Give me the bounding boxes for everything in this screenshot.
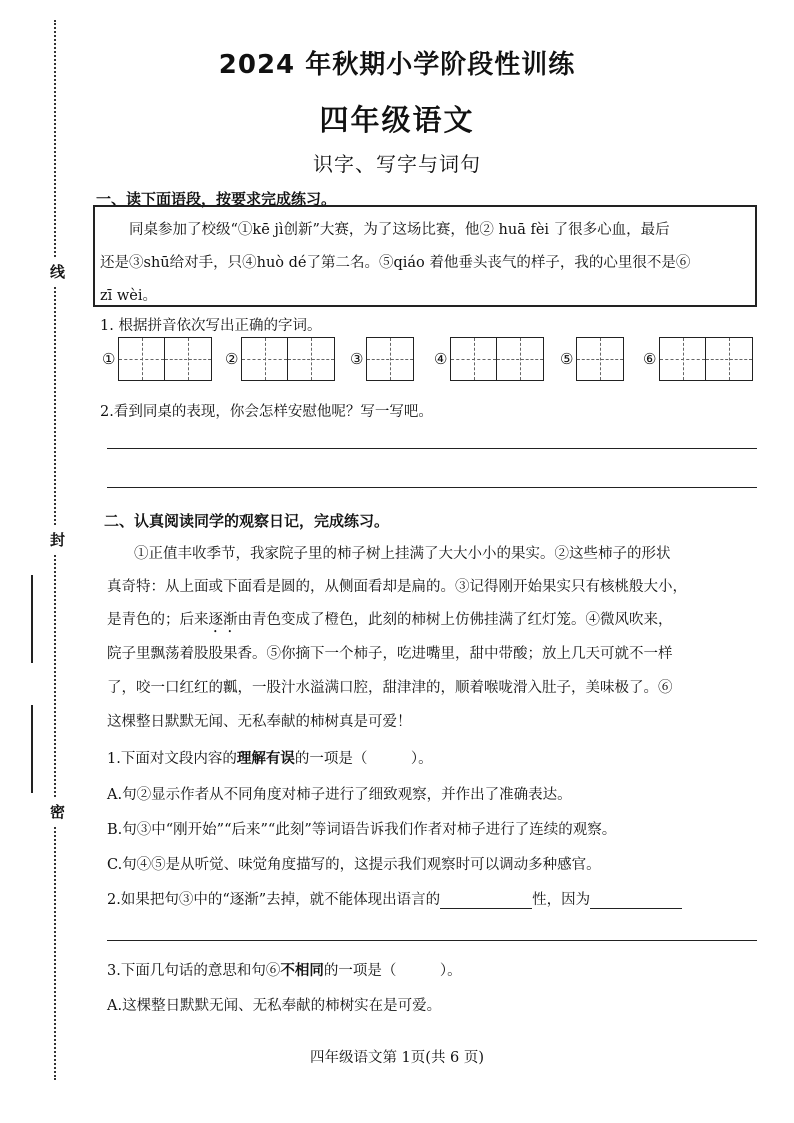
option-c: C.句④⑤是从听觉、味觉角度描写的，这提示我们观察时可以调动多种感官。 [107,857,601,873]
exam-subject: 四年级语文 [319,103,475,137]
passage-line: zī wèi。 [100,288,158,304]
part1-heading: 一、读下面语段，按要求完成练习。 [96,190,337,208]
section-title: 识字、写字与词句 [313,152,481,176]
question-2-3 [107,959,462,980]
part2-heading: 二、认真阅读同学的观察日记，完成练习。 [104,512,390,530]
question-1-1: 1. 根据拼音依次写出正确的字词。 [100,318,322,334]
q-text: 1.下面对文段内容的 [107,751,237,767]
diary-line: 这棵整日默默无闻、无私奉献的柿树真是可爱！ [107,714,412,730]
q-text: 的一项是（ ）。 [323,963,462,979]
writing-cell[interactable] [288,338,334,380]
pinyin-grid-4 [434,337,544,381]
writing-cell[interactable] [367,338,413,380]
pinyin-grid-1 [102,337,212,381]
pinyin-grid-5 [560,337,624,381]
question-1-2: 2.看到同桌的表现，你会怎样安慰他呢？写一写吧。 [100,404,433,420]
fill-blank[interactable] [440,892,532,909]
pinyin-grid-2 [225,337,335,381]
writing-cell[interactable] [706,338,752,380]
passage-line: 同桌参加了校级“①kē jì创新”大赛，为了这场比赛，他② huā fèi 了很多心血，最后 [129,222,670,238]
q-key: 不相同 [280,962,324,979]
writing-cell[interactable] [165,338,211,380]
option-a: A.句②显示作者从不同角度对柿子进行了细致观察，并作出了准确表达。 [107,787,572,803]
fill-blank[interactable] [590,892,682,909]
answer-line[interactable] [107,940,757,941]
diary-text: 是青色的；后来 [107,612,209,628]
binding-label-secret: 密 [50,798,64,825]
writing-cell[interactable] [242,338,288,380]
diary-line [107,608,673,636]
diary-line: 了，咬一口红红的瓤，一股汁水溢满口腔，甜津津的，顺着喉咙滑入肚子，美味极了。⑥ [107,680,673,696]
option-a: A.这棵整日默默无闻、无私奉献的柿树实在是可爱。 [107,998,442,1014]
grid-number: ④ [434,350,448,368]
q-text: 2.如果把句③中的“逐渐”去掉，就不能体现出语言的 [107,892,441,908]
q-text: 性，因为 [532,892,591,908]
answer-line[interactable] [107,448,757,449]
q-key: 理解有误 [236,750,295,767]
binding-label-line: 线 [50,258,64,285]
grid-number: ③ [350,350,364,368]
option-b: B.句③中“刚开始”“后来”“此刻”等词语告诉我们作者对柿子进行了连续的观察。 [107,822,617,838]
emphasized-word: 逐渐 [208,612,238,628]
diary-line: ①正值丰收季节，我家院子里的柿子树上挂满了大大小小的果实。②这些柿子的形状 [134,546,671,562]
diary-line: 院子里飘荡着股股果香。⑤你摘下一个柿子，吃进嘴里，甜中带酸；放上几天可就不一样 [107,646,673,662]
grid-number: ⑤ [560,350,574,368]
grid-number: ② [225,350,239,368]
page-footer: 四年级语文第 1页(共 6 页) [309,1050,485,1066]
q-text: 3.下面几句话的意思和句⑥ [107,963,281,979]
writing-cell[interactable] [451,338,497,380]
q-text: 的一项是（ ）。 [294,751,433,767]
grid-number: ① [102,350,116,368]
question-2-1 [107,747,433,768]
pinyin-grid-3 [350,337,414,381]
passage-line: 还是③shū给对手，只④huò dé了第二名。⑤qiáo 着他垂头丧气的样子，我的心里很不是⑥ [100,255,691,271]
answer-line[interactable] [107,487,757,488]
pinyin-grid-6 [643,337,753,381]
grid-number: ⑥ [643,350,657,368]
writing-cell[interactable] [577,338,623,380]
scan-mark [31,575,33,663]
binding-label-seal: 封 [50,526,64,553]
writing-cell[interactable] [119,338,165,380]
question-2-2 [107,888,682,909]
writing-cell[interactable] [497,338,543,380]
diary-line: 真奇特：从上面或下面看是圆的，从侧面看却是扁的。③记得刚开始果实只有核桃般大小， [107,579,687,595]
scan-mark [31,705,33,793]
writing-cell[interactable] [660,338,706,380]
exam-title: 2024 年秋期小学阶段性训练 [218,50,576,80]
diary-text: 由青色变成了橙色，此刻的柿树上仿佛挂满了红灯笼。④微风吹来， [237,612,673,628]
